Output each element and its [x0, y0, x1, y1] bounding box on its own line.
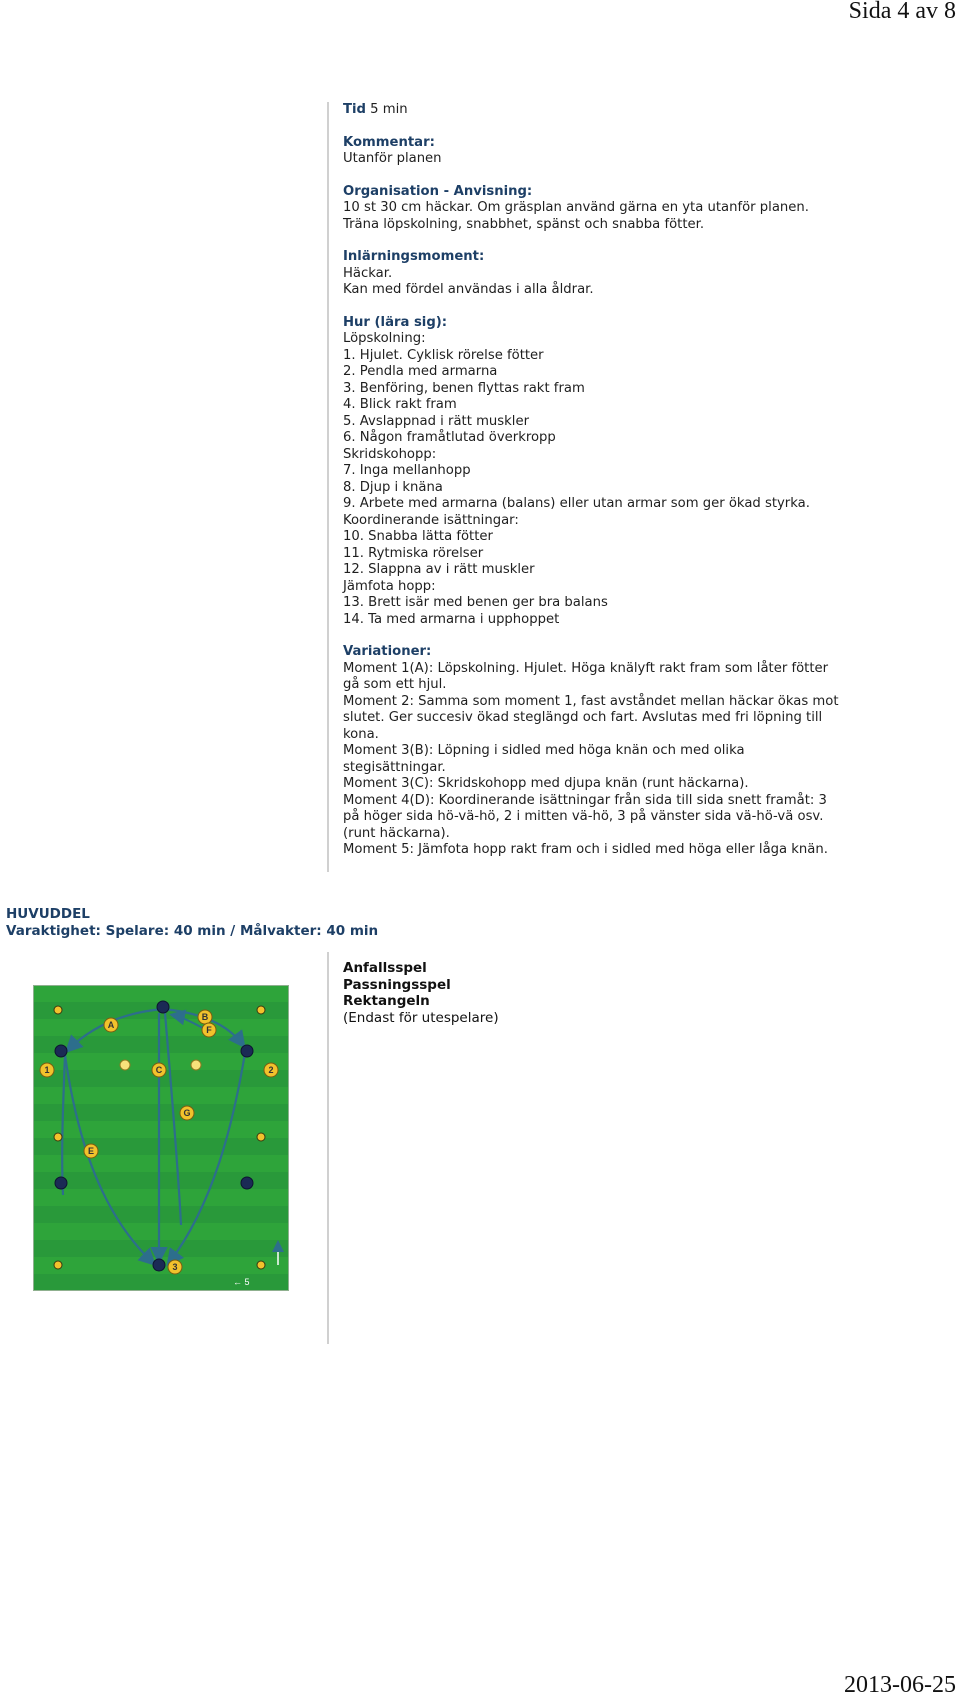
hur-list — [343, 331, 873, 628]
hur-line: 7. Inga mellanhopp — [343, 463, 471, 478]
hur-line: 5. Avslappnad i rätt muskler — [343, 413, 529, 429]
variation-line: gå som ett hjul. — [343, 677, 447, 692]
hur-line: 12. Slappna av i rätt muskler — [343, 562, 535, 577]
hur-line: Skridskohopp: — [343, 446, 437, 462]
cone-marker — [54, 1261, 62, 1269]
hur-line: 3. Benföring, benen flyttas rakt fram — [343, 380, 585, 396]
distance-label: ← 5 — [233, 1277, 250, 1287]
cone-marker — [257, 1261, 265, 1269]
tid-label: Tid — [343, 102, 366, 117]
tid-row — [343, 102, 873, 119]
warmup-content — [343, 102, 873, 859]
footer-date: 2013-06-25 — [844, 1672, 956, 1698]
exercise-title-passningsspel: Passningsspel — [343, 976, 451, 993]
label-b-token — [198, 1010, 212, 1024]
organisation-line: 10 st 30 cm häckar. Om gräsplan använd gärna en yta utanför planen. — [343, 200, 809, 215]
variationer-list — [343, 661, 873, 859]
hur-line: 6. Någon framåtlutad överkropp — [343, 430, 556, 445]
label-e: E — [87, 1146, 95, 1156]
kommentar-value: Utanför planen — [343, 151, 442, 166]
exercise-titles — [343, 960, 499, 1026]
hur-line: Löpskolning: — [343, 331, 426, 346]
cone-marker — [54, 1133, 62, 1141]
exercise-section — [327, 952, 849, 1344]
exercise-note: (Endast för utespelare) — [343, 1009, 499, 1026]
variation-line: Moment 4(D): Koordinerande isättningar från sida till sida snett framåt: 3 — [343, 792, 827, 808]
hur-line: 11. Rytmiska rörelser — [343, 545, 484, 561]
player-icon — [55, 1045, 67, 1057]
main-section-heading — [6, 906, 378, 939]
player-icon — [241, 1045, 253, 1057]
variation-line: Moment 5: Jämfota hopp rakt fram och i sidled med höga eller låga knän. — [343, 842, 828, 857]
defender-icon — [191, 1060, 201, 1070]
label-a: A — [107, 1020, 115, 1030]
label-2-token — [264, 1063, 278, 1077]
cone-marker — [257, 1133, 265, 1141]
variation-line: på höger sida hö-vä-hö, 2 i mitten vä-hö, 3 på vänster sida vä-hö-vä osv. — [343, 809, 824, 824]
player-icon — [157, 1001, 169, 1013]
player-icon — [241, 1177, 253, 1189]
defender-icon — [120, 1060, 130, 1070]
field-diagram — [33, 985, 289, 1291]
page-number: Sida 4 av 8 — [848, 0, 956, 24]
cone-marker — [54, 1006, 62, 1014]
inlarning-label: Inlärningsmoment: — [343, 249, 485, 264]
organisation-line: Träna löpskolning, snabbhet, spänst och snabba fötter. — [343, 216, 705, 232]
hur-line: 1. Hjulet. Cyklisk rörelse fötter — [343, 347, 544, 363]
warmup-section — [327, 102, 869, 872]
label-a-token — [104, 1018, 118, 1032]
hur-line: 10. Snabba lätta fötter — [343, 529, 493, 544]
duration-text: Varaktighet: Spelare: 40 min / Målvakter: 40 min — [6, 922, 379, 939]
label-b: B — [201, 1012, 209, 1022]
exercise-title-rektangeln: Rektangeln — [343, 993, 430, 1009]
label-e-token — [84, 1144, 98, 1158]
hur-line: 2. Pendla med armarna — [343, 364, 498, 379]
hur-line: 8. Djup i knäna — [343, 479, 443, 495]
inlarning-line: Häckar. — [343, 265, 393, 281]
variation-line: Moment 3(B): Löpning i sidled med höga knän och med olika — [343, 743, 745, 758]
variation-line: slutet. Ger succesiv ökad steglängd och fart. Avslutas med fri löpning till — [343, 710, 823, 725]
hur-line: Koordinerande isättningar: — [343, 512, 519, 528]
variation-line: stegisättningar. — [343, 759, 446, 775]
label-1-token — [40, 1063, 54, 1077]
inlarning-line: Kan med fördel användas i alla åldrar. — [343, 282, 594, 297]
hur-line: Jämfota hopp: — [343, 578, 436, 594]
field-background — [33, 985, 289, 1291]
hur-line: 13. Brett isär med benen ger bra balans — [343, 595, 608, 610]
cone-marker — [257, 1006, 265, 1014]
label-f: F — [206, 1025, 212, 1035]
variationer-label: Variationer: — [343, 644, 432, 659]
hur-line: 9. Arbete med armarna (balans) eller utan armar som ger ökad styrka. — [343, 496, 810, 511]
hur-label: Hur (lära sig): — [343, 314, 448, 330]
player-icon — [55, 1177, 67, 1189]
label-c-token — [152, 1063, 166, 1077]
tid-value: 5 min — [370, 102, 408, 117]
organisation-label: Organisation - Anvisning: — [343, 183, 533, 199]
kommentar-label: Kommentar: — [343, 134, 435, 150]
label-c: C — [155, 1065, 163, 1075]
variation-line: Moment 1(A): Löpskolning. Hjulet. Höga knälyft rakt fram som låter fötter — [343, 660, 829, 676]
hur-line: 4. Blick rakt fram — [343, 397, 457, 412]
variation-line: Moment 3(C): Skridskohopp med djupa knän (runt häckarna). — [343, 776, 749, 791]
hur-line: 14. Ta med armarna i upphoppet — [343, 611, 560, 627]
label-3: 3 — [172, 1262, 178, 1272]
label-2: 2 — [268, 1065, 274, 1075]
player-icon — [153, 1259, 165, 1271]
label-g: G — [183, 1108, 191, 1118]
huvuddel-title: HUVUDDEL — [6, 906, 90, 922]
variation-line: (runt häckarna). — [343, 825, 450, 841]
label-3-token — [168, 1260, 182, 1274]
label-f-token — [202, 1023, 216, 1037]
variation-line: Moment 2: Samma som moment 1, fast avståndet mellan häckar ökas mot — [343, 693, 839, 709]
variation-line: kona. — [343, 726, 379, 742]
exercise-title-anfallsspel: Anfallsspel — [343, 960, 427, 976]
label-g-token — [180, 1106, 194, 1120]
label-1: 1 — [44, 1065, 50, 1075]
